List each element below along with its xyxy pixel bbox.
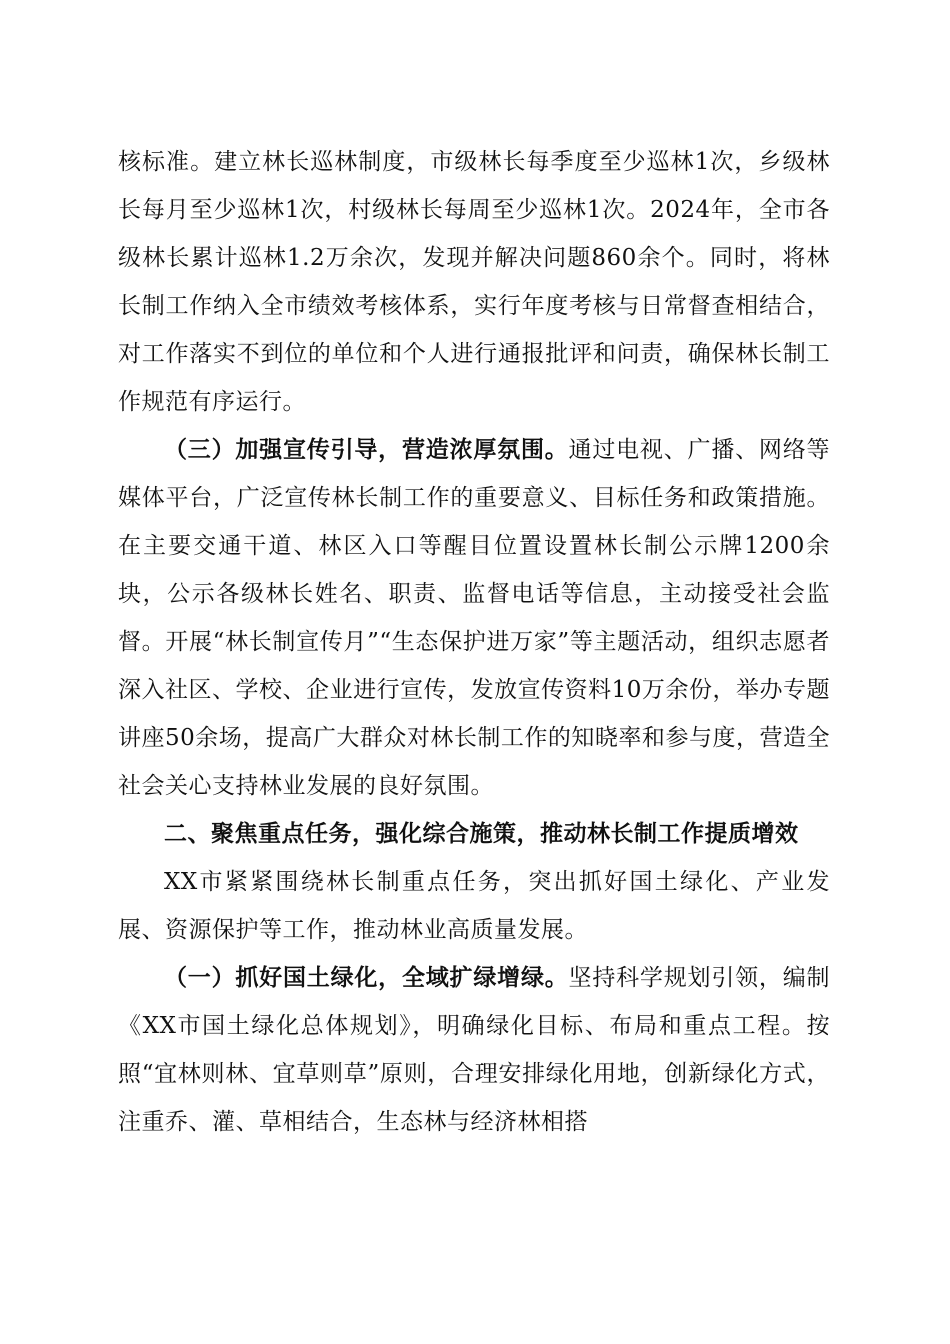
section-heading-2: 二、聚焦重点任务，强化综合施策，推动林长制工作提质增效 xyxy=(164,821,799,847)
document-body xyxy=(118,138,830,1146)
paragraph-greening-lead: （一）抓好国土绿化，全域扩绿增绿。 xyxy=(164,964,569,991)
paragraph-publicity xyxy=(118,426,830,810)
paragraph-section-intro: XX市紧紧围绕林长制重点任务，突出抓好国土绿化、产业发展、资源保护等工作，推动林业高质量发展。 xyxy=(118,869,830,943)
paragraph-greening-body: 坚持科学规划引领，编制《XX市国土绿化总体规划》，明确绿化目标、布局和重点工程。按照“宜林则林、宜草则草”原则，合理安排绿化用地，创新绿化方式，注重乔、灌、草相结合，生态林与经济林相搭 xyxy=(118,965,831,1135)
paragraph-publicity-body: 通过电视、广播、网络等媒体平台，广泛宣传林长制工作的重要意义、目标任务和政策措施。在主要交通干道、林区入口等醒目位置设置林长制公示牌1200余块，公示各级林长姓名、职责、监督电话等信息，主动接受社会监督。开展“林长制宣传月”“生态保护进万家”等主题活动，组织志愿者深入社区、学校、企业进行宣传，发放宣传资料10万余份，举办专题讲座50余场，提高广大群众对林长制工作的知晓率和参与度，营造全社会关心支持林业发展的良好氛围。 xyxy=(118,437,831,799)
paragraph-publicity-lead: （三）加强宣传引导，营造浓厚氛围。 xyxy=(164,436,569,463)
paragraph-greening xyxy=(118,954,830,1146)
paragraph-continuation: 核标准。建立林长巡林制度，市级林长每季度至少巡林1次，乡级林长每月至少巡林1次，村级林长每周至少巡林1次。2024年，全市各级林长累计巡林1.2万余次，发现并解决问题860余个。同时，将林长制工作纳入全市绩效考核体系，实行年度考核与日常督查相结合，对工作落实不到位的单位和个人进行通报批评和问责，确保林长制工作规范有序运行。 xyxy=(118,149,830,415)
